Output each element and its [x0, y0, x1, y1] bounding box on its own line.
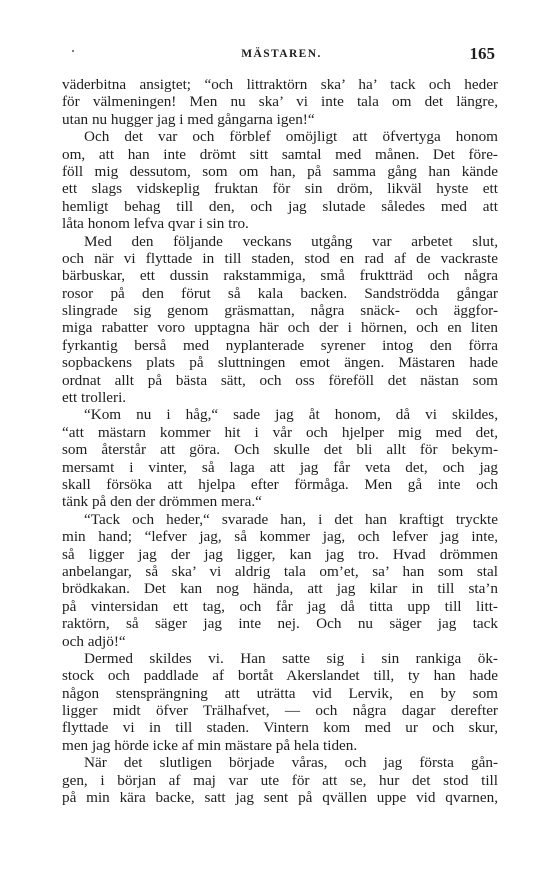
- text-line: När det slutligen började våras, och jag första gån-: [84, 754, 498, 772]
- text-line: hemligt behag till den, och jag slutade således med att: [62, 197, 498, 215]
- text-line: och när vi flyttade in till staden, stod en rad af de vackraste: [62, 249, 498, 267]
- text-line: “Kom nu i håg,“ sade jag åt honom, då vi skildes,: [84, 406, 498, 424]
- text-line: låta honom lefva qvar i sin tro.: [62, 215, 249, 233]
- text-line: tänk på den der drömmen mera.“: [62, 493, 262, 511]
- text-line: “Tack och heder,“ svarade han, i det han kraftigt tryckte: [84, 510, 498, 528]
- text-line: raktörn, så säger jag inte nej. Och nu säger jag tack: [62, 615, 498, 633]
- text-line: bärbuskar, ett dussin rakstammiga, små fruktträd och några: [62, 267, 498, 285]
- text-line: på vintersidan ett tag, och får jag då titta upp till litt-: [62, 597, 498, 615]
- text-line: ett slags vidskeplig fruktan för sin dröm, likväl hyste ett: [62, 180, 498, 198]
- text-line: sopbackens plats på sluttningen emot ängen. Mästaren hade: [62, 354, 498, 372]
- text-line: Och det var och förblef omöjligt att öfvertyga honom: [84, 128, 498, 146]
- text-line: Dermed skildes vi. Han satte sig i sin rankiga ök-: [84, 649, 498, 667]
- text-line: slingrade sig genom gräsmattan, några snäck- och äggfor-: [62, 302, 498, 320]
- text-line: “att mästarn kommer hit i vår och hjelper mig med det,: [62, 423, 498, 441]
- text-line: för välmeningen! Men nu ska’ vi inte tala om det längre,: [62, 93, 498, 111]
- text-line: på min kära backe, satt jag sent på qvällen uppe vid qvarnen,: [62, 789, 498, 807]
- text-line: utan nu hugger jag i med gångarna igen!“: [62, 110, 315, 128]
- text-line: miga rabatter voro upptagna här och der i hörnen, och en liten: [62, 319, 498, 337]
- text-line: om, att han inte drömt sitt samtal med månen. Det före-: [62, 145, 498, 163]
- running-head: MÄSTAREN.: [241, 48, 322, 60]
- page-number: 165: [469, 44, 495, 63]
- text-line: gen, i början af maj var ute för att se, hur det stod till: [62, 771, 498, 789]
- text-line: och adjö!“: [62, 632, 126, 650]
- text-line: ligger midt öfver Trälhafvet, — och några dagar derefter: [62, 702, 498, 720]
- text-line: anbelangar, så ska’ vi aldrig tala om’et, sa’ han som stal: [62, 562, 498, 580]
- text-line: så ligger jag der jag ligger, kan jag tro. Hvad drömmen: [62, 545, 498, 563]
- text-line: fyrkantig berså med nyplanterade syrener intog den förra: [62, 336, 498, 354]
- page-header: [66, 44, 497, 66]
- text-line: stock och paddlade af bortåt Akerslandet till, ty han hade: [62, 667, 498, 685]
- text-line: men jag hörde icke af min mästare på hela tiden.: [62, 736, 358, 754]
- text-line: brödkakan. Det kan nog hända, att jag kilar in till sta’n: [62, 580, 498, 598]
- text-line: mersamt i vinter, så laga att jag får veta det, och jag: [62, 458, 498, 476]
- text-line: rosor på den förut så kala backen. Sandströdda gångar: [62, 284, 498, 302]
- text-line: flyttade vi in till staden. Vintern kom med ur och skur,: [62, 719, 498, 737]
- body-text: [62, 76, 498, 806]
- text-line: väderbitna ansigtet; “och littraktörn ska’ ha’ tack och heder: [62, 76, 498, 93]
- text-line: Med den följande veckans utgång var arbetet slut,: [84, 232, 498, 250]
- text-line: ordnat allt på bästa sätt, och oss föreföll det nästan som: [62, 371, 498, 389]
- text-line: föll mig dessutom, som om han, på samma gång han kände: [62, 162, 498, 180]
- text-line: ett trolleri.: [62, 389, 127, 407]
- text-line: skall försöka att hjelpa efter förmåga. Men gå inte och: [62, 475, 498, 493]
- text-line: som återstår att göra. Och skulle det bli allt för bekym-: [62, 441, 498, 459]
- text-line: min hand; “lefver jag, så kommer jag, och lefver jag inte,: [62, 528, 498, 546]
- text-line: någon stensprängning att uträtta vid Lervik, en by som: [62, 684, 498, 702]
